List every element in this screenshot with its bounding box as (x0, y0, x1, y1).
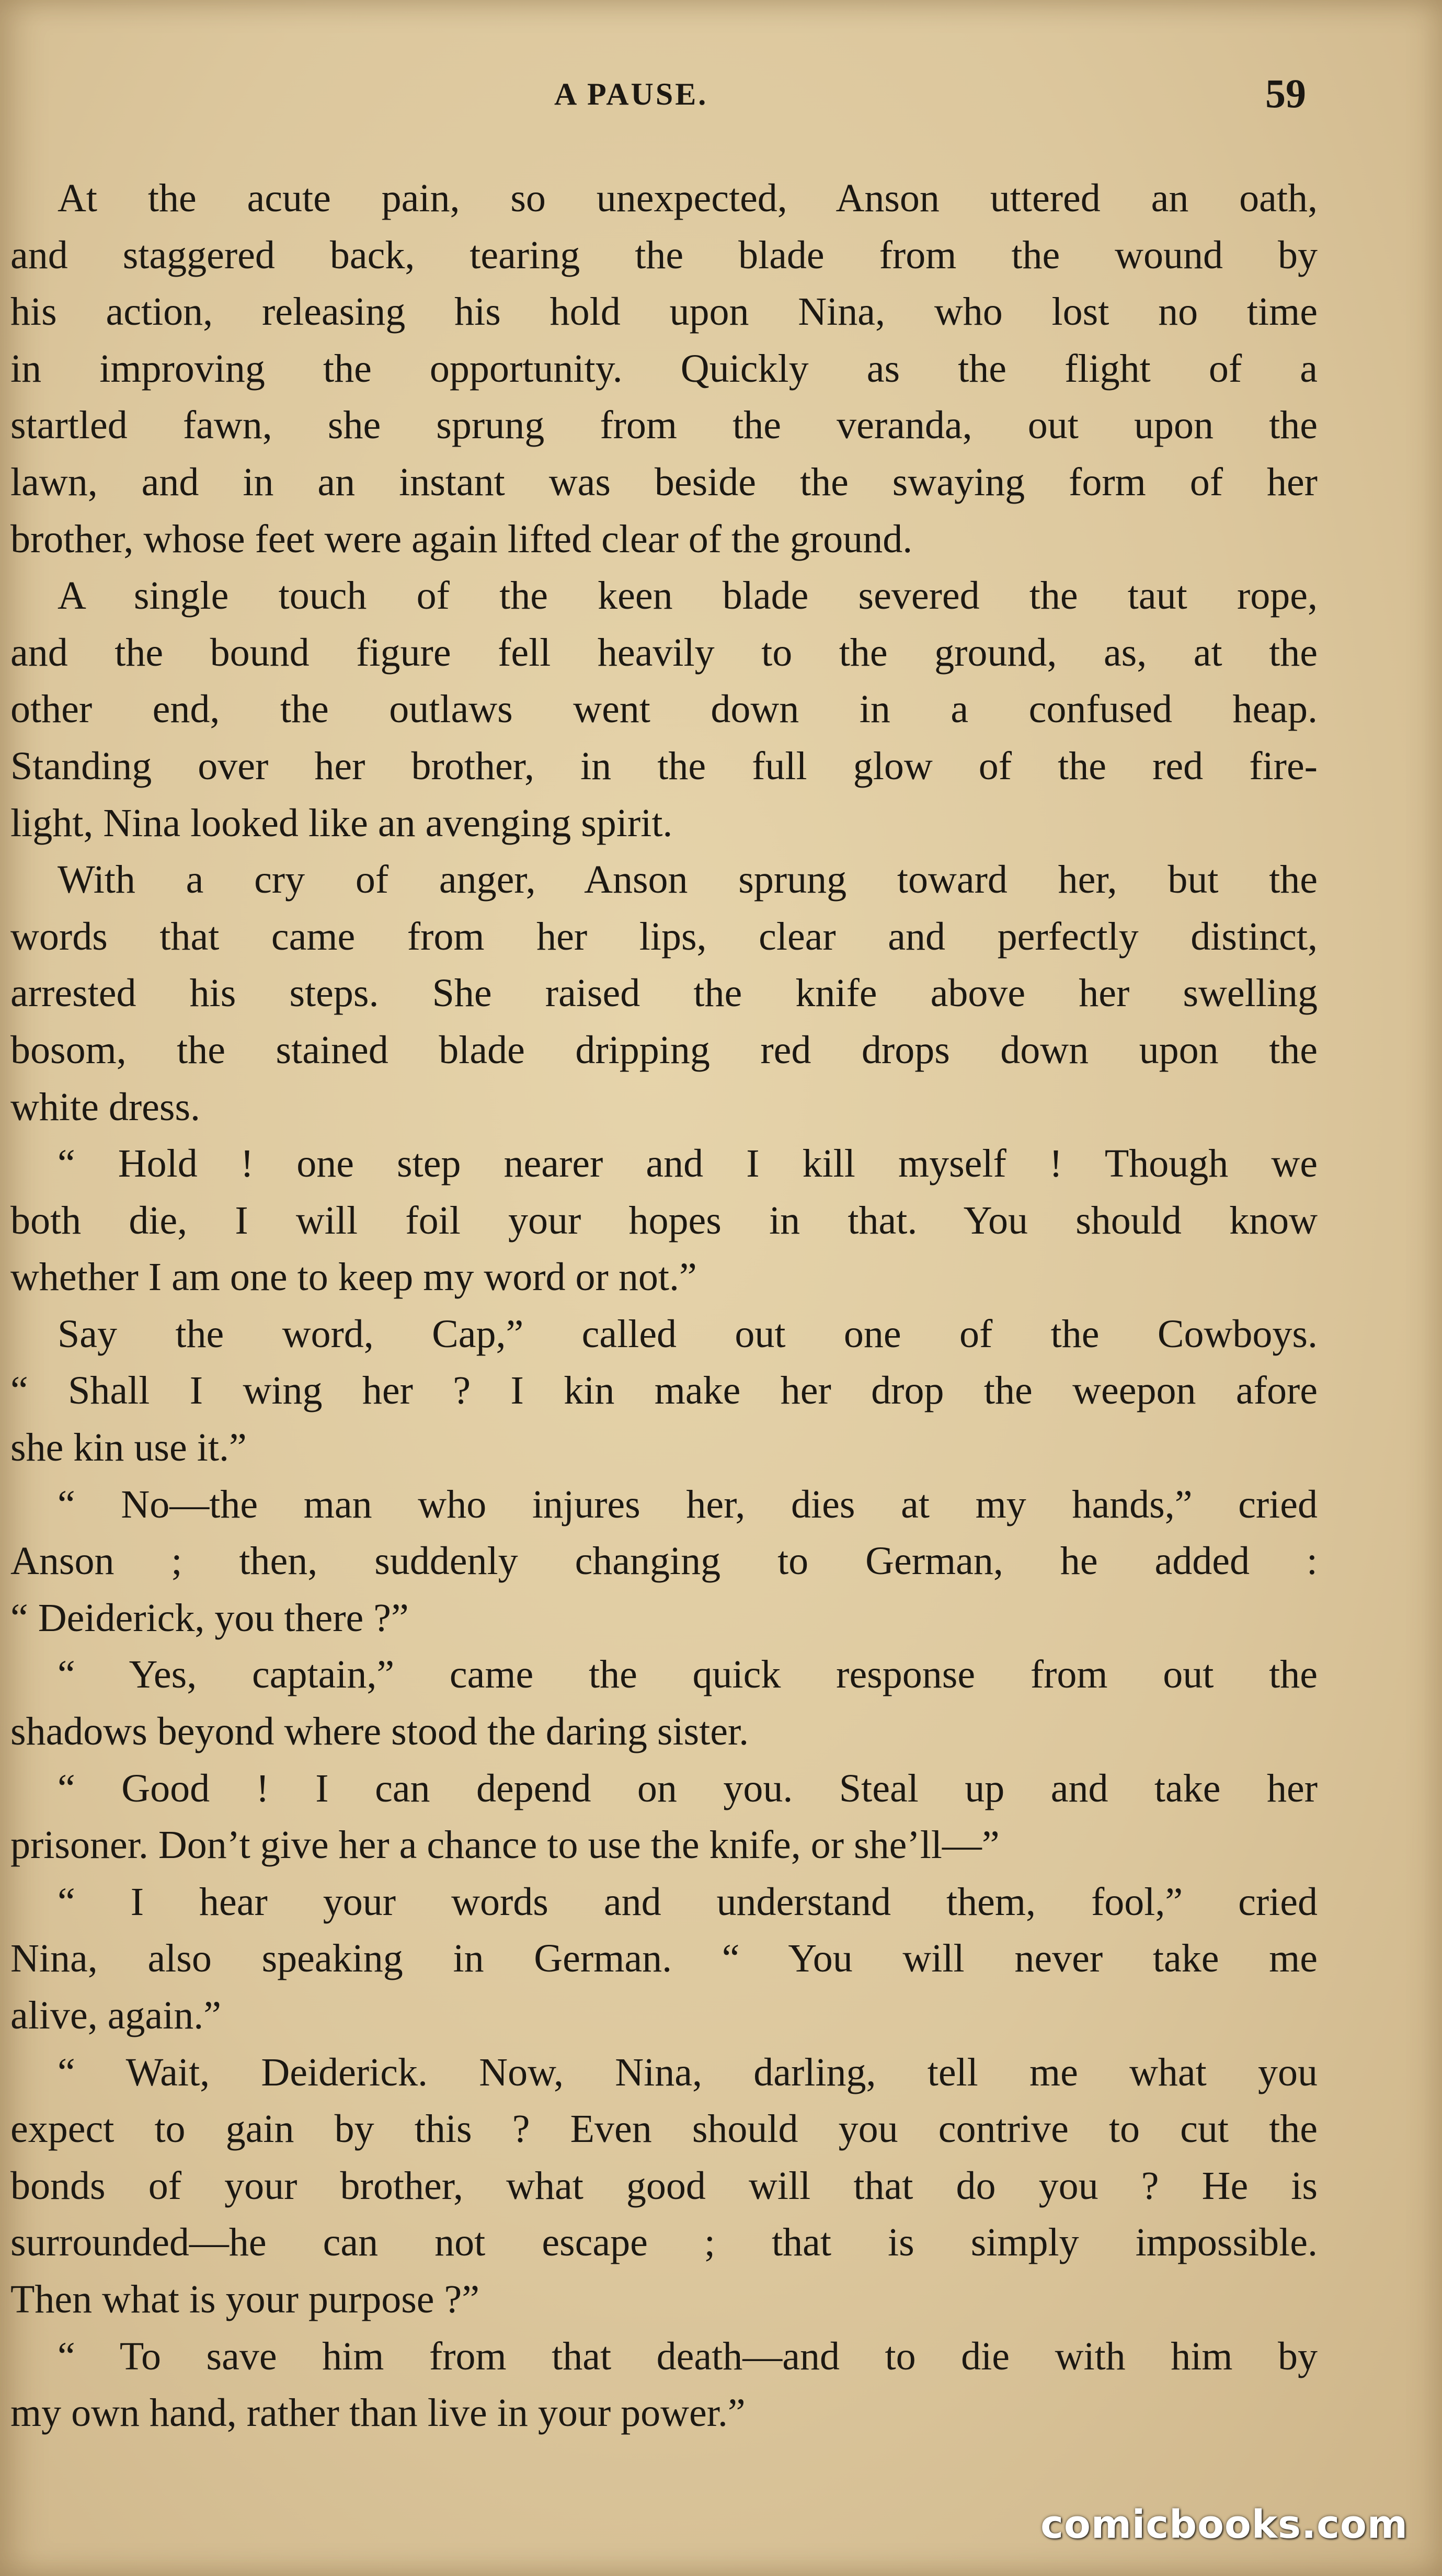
text-line: alive, again.” (10, 1993, 222, 2037)
text-line: his action, releasing his hold upon Nina, who lost no time (10, 290, 1318, 334)
text-line: light, Nina looked like an avenging spirit. (10, 801, 673, 845)
watermark: comicbooks.com (1040, 2502, 1408, 2547)
text-line: bonds of your brother, what good will that do you ? He is (10, 2163, 1318, 2208)
text-line: A single touch of the keen blade severed the taut rope, (58, 574, 1318, 618)
text-line: Standing over her brother, in the full glow of the red fire- (10, 744, 1318, 788)
text-line: “ To save him from that death—and to die with him by (58, 2334, 1318, 2378)
text-line: At the acute pain, so unexpected, Anson uttered an oath, (58, 176, 1318, 220)
text-line: Say the word, Cap,” called out one of the Cowboys. (58, 1312, 1318, 1356)
text-line: in improving the opportunity. Quickly as the flight of a (10, 346, 1318, 391)
text-line: other end, the outlaws went down in a confused heap. (10, 687, 1318, 732)
text-line: lawn, and in an instant was beside the swaying form of her (10, 460, 1318, 504)
text-line: whether I am one to keep my word or not.” (10, 1255, 697, 1300)
text-line: startled fawn, she sprung from the veranda, out upon the (10, 403, 1318, 448)
running-head (0, 68, 1442, 126)
text-line: Then what is your purpose ?” (10, 2277, 479, 2321)
text-line: “ Shall I wing her ? I kin make her drop the weepon afore (10, 1369, 1318, 1413)
text-line: Nina, also speaking in German. “ You will never take me (10, 1936, 1318, 1981)
text-line: she kin use it.” (10, 1426, 247, 1470)
text-line: “ Deiderick, you there ?” (10, 1595, 409, 1640)
text-line: Anson ; then, suddenly changing to German, he added : (10, 1539, 1318, 1583)
text-line: both die, I will foil your hopes in that. You should know (10, 1198, 1318, 1243)
running-title: A PAUSE. (554, 77, 708, 111)
text-line: “ No—the man who injures her, dies at my hands,” cried (58, 1482, 1318, 1526)
text-line: expect to gain by this ? Even should you contrive to cut the (10, 2107, 1318, 2151)
text-line: brother, whose feet were again lifted clear of the ground. (10, 517, 913, 561)
text-line: “ Good ! I can depend on you. Steal up and take her (58, 1766, 1318, 1810)
text-line: white dress. (10, 1085, 201, 1129)
text-line: “ Wait, Deiderick. Now, Nina, darling, tell me what you (58, 2050, 1318, 2094)
text-line: prisoner. Don’t give her a chance to use the knife, or she’ll—” (10, 1823, 1000, 1867)
text-line: arrested his steps. She raised the knife above her swelling (10, 971, 1318, 1016)
page-number: 59 (1265, 71, 1306, 116)
text-line: bosom, the stained blade dripping red drops down upon the (10, 1028, 1318, 1072)
text-line: “ Hold ! one step nearer and I kill myself ! Though we (58, 1142, 1318, 1186)
text-line: surrounded—he can not escape ; that is simply impossible. (10, 2220, 1318, 2265)
text-line: and the bound figure fell heavily to the ground, as, at the (10, 630, 1318, 675)
text-line: With a cry of anger, Anson sprung toward her, but the (58, 858, 1318, 902)
text-line: “ Yes, captain,” came the quick response from out the (58, 1652, 1318, 1697)
text-line: shadows beyond where stood the daring sister. (10, 1709, 749, 1754)
page-body-text (10, 170, 1318, 2442)
text-line: words that came from her lips, clear and perfectly distinct, (10, 914, 1318, 959)
text-line: and staggered back, tearing the blade from the wound by (10, 233, 1318, 277)
text-line: my own hand, rather than live in your power.” (10, 2391, 746, 2435)
text-line: “ I hear your words and understand them, fool,” cried (58, 1879, 1318, 1924)
